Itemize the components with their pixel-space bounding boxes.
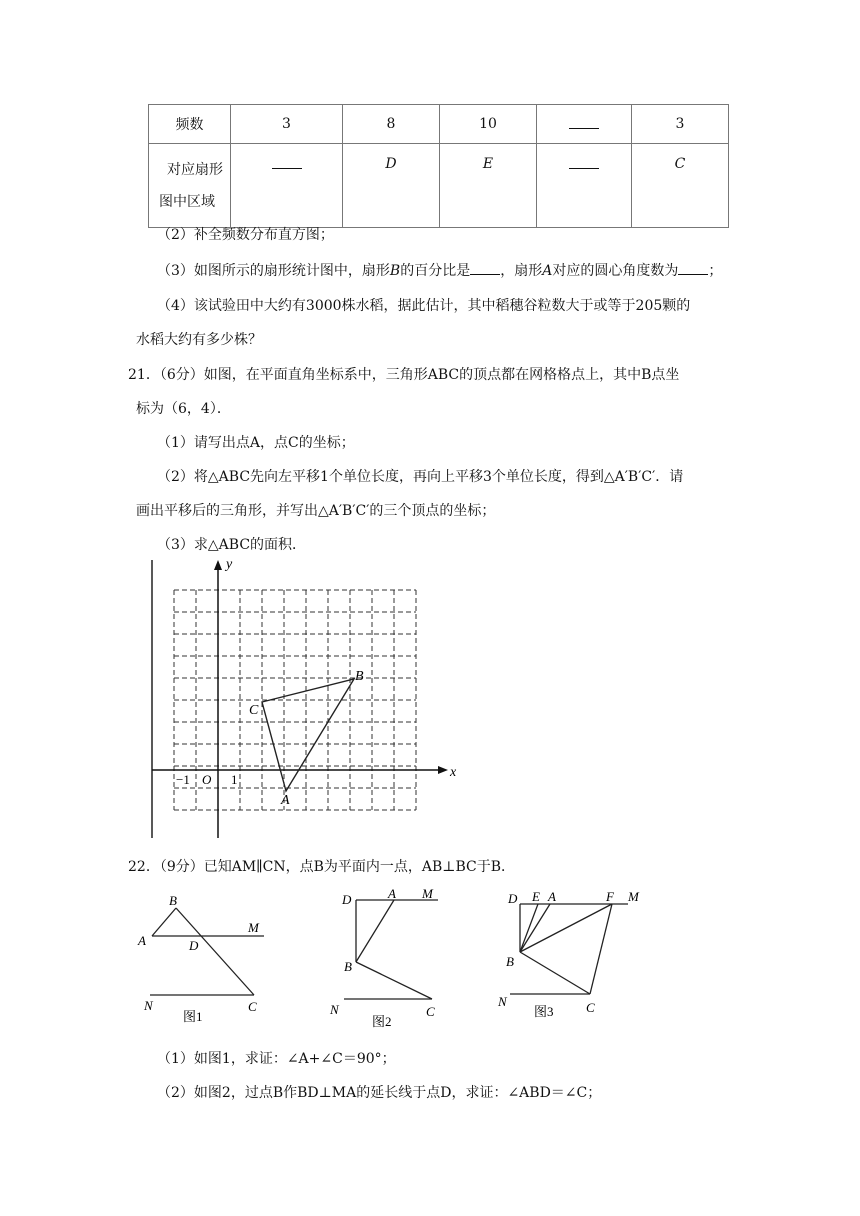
point-c-label: C	[249, 703, 259, 718]
table-cell: 10	[440, 105, 537, 144]
text: 对应的圆心角度数为	[552, 263, 679, 279]
segment-ab	[152, 908, 176, 936]
blank-line	[678, 262, 708, 275]
q22-part2: （2）如图2，过点B作BD⊥MA的延长线于点D，求证：∠ABD＝∠C；	[157, 1085, 602, 1101]
x-axis-label: x	[450, 765, 457, 780]
label-d: D	[189, 938, 199, 953]
label-b: B	[506, 954, 514, 969]
label-d: D	[508, 891, 518, 906]
segment-bc	[356, 962, 432, 999]
table-header-cell: 频数	[149, 105, 231, 144]
tick-label-neg1: −1	[176, 772, 190, 787]
table-header-cell	[149, 144, 231, 228]
figure-1-caption: 图1	[183, 1009, 203, 1024]
blank-line	[569, 116, 599, 129]
origin-label: O	[202, 772, 212, 787]
q20-part3	[157, 260, 860, 280]
figure-1	[130, 888, 280, 1026]
table-cell: 8	[343, 105, 440, 144]
label-n: N	[330, 1002, 339, 1017]
y-axis-label: y	[226, 557, 233, 572]
triangle-abc	[262, 679, 354, 791]
blank-line	[569, 156, 599, 169]
figure-3	[490, 884, 650, 1028]
label-n: N	[144, 998, 153, 1013]
q21-part2-line2: 画出平移后的三角形，并写出△A′B′C′的三个顶点的坐标；	[136, 503, 496, 519]
q20-part2: （2）补全频数分布直方图；	[157, 227, 334, 243]
table-row	[149, 144, 729, 228]
label-b: B	[344, 959, 352, 974]
segment-fc	[590, 904, 612, 994]
label-f: F	[606, 889, 614, 904]
text: A	[542, 263, 553, 279]
figure-3-caption: 图3	[534, 1004, 554, 1019]
label-e: E	[532, 889, 540, 904]
label-a: A	[548, 889, 556, 904]
q22-line1: 22．（9分）已知AM∥CN，点B为平面内一点，AB⊥BC于B．	[128, 859, 515, 875]
table-cell-blank	[231, 144, 343, 228]
figure-2	[320, 884, 470, 1028]
x-axis-arrow-icon	[438, 766, 448, 774]
header-line-1: 对应扇形	[167, 161, 223, 178]
table-cell: D	[343, 144, 440, 228]
label-m: M	[628, 889, 639, 904]
segment-bc	[520, 952, 590, 994]
tick-label-1: 1	[231, 772, 238, 787]
q20-part4-line1: （4）该试验田中大约有3000株水稻，据此估计，其中稻穗谷粒数大于或等于205颗的	[157, 298, 691, 314]
table-cell-blank	[537, 144, 632, 228]
q20-part4-line2: 水稻大约有多少株？	[136, 332, 262, 348]
label-d: D	[342, 892, 352, 907]
figure-2-caption: 图2	[372, 1014, 392, 1028]
blank-line	[272, 156, 302, 169]
q21-part1: （1）请写出点A，点C的坐标；	[157, 435, 355, 451]
point-a-label: A	[281, 793, 290, 808]
table-cell: 3	[231, 105, 343, 144]
table-cell-blank	[537, 105, 632, 144]
label-m: M	[248, 920, 259, 935]
label-b: B	[169, 893, 177, 908]
q21-part2-line1: （2）将△ABC先向左平移1个单位长度，再向上平移3个单位长度，得到△A′B′C′．请	[157, 469, 684, 485]
coordinate-grid-figure	[148, 556, 458, 842]
label-c: C	[586, 1000, 595, 1015]
q22-part1: （1）如图1，求证：∠A+∠C＝90°；	[157, 1051, 396, 1067]
table-cell: 3	[632, 105, 729, 144]
segment-ab	[356, 900, 394, 962]
label-m: M	[422, 886, 433, 901]
q21-line2: 标为（6，4）．	[136, 401, 231, 417]
y-axis-arrow-icon	[214, 560, 222, 570]
table-cell: E	[440, 144, 537, 228]
table-row	[149, 105, 729, 144]
text: B	[389, 263, 401, 279]
label-a: A	[388, 886, 396, 901]
text: 的百分比是	[400, 263, 471, 279]
header-line-2: 图中区域	[159, 193, 215, 210]
table-cell: C	[632, 144, 729, 228]
text: ；	[708, 263, 723, 279]
text: （3）如图所示的扇形统计图中，扇形	[157, 263, 390, 279]
q21-line1: 21．（6分）如图，在平面直角坐标系中，三角形ABC的顶点都在网格格点上，其中B点坐	[128, 367, 680, 383]
label-a: A	[138, 933, 146, 948]
point-b-label: B	[355, 669, 364, 684]
segment-bc	[176, 908, 254, 995]
blank-line	[470, 262, 500, 275]
label-c: C	[426, 1004, 435, 1019]
text: ，扇形	[500, 263, 543, 279]
label-c: C	[248, 999, 257, 1014]
label-n: N	[498, 994, 507, 1009]
q21-part3: （3）求△ABC的面积．	[157, 537, 307, 553]
frequency-table	[148, 104, 729, 228]
segment-bf	[520, 904, 612, 952]
